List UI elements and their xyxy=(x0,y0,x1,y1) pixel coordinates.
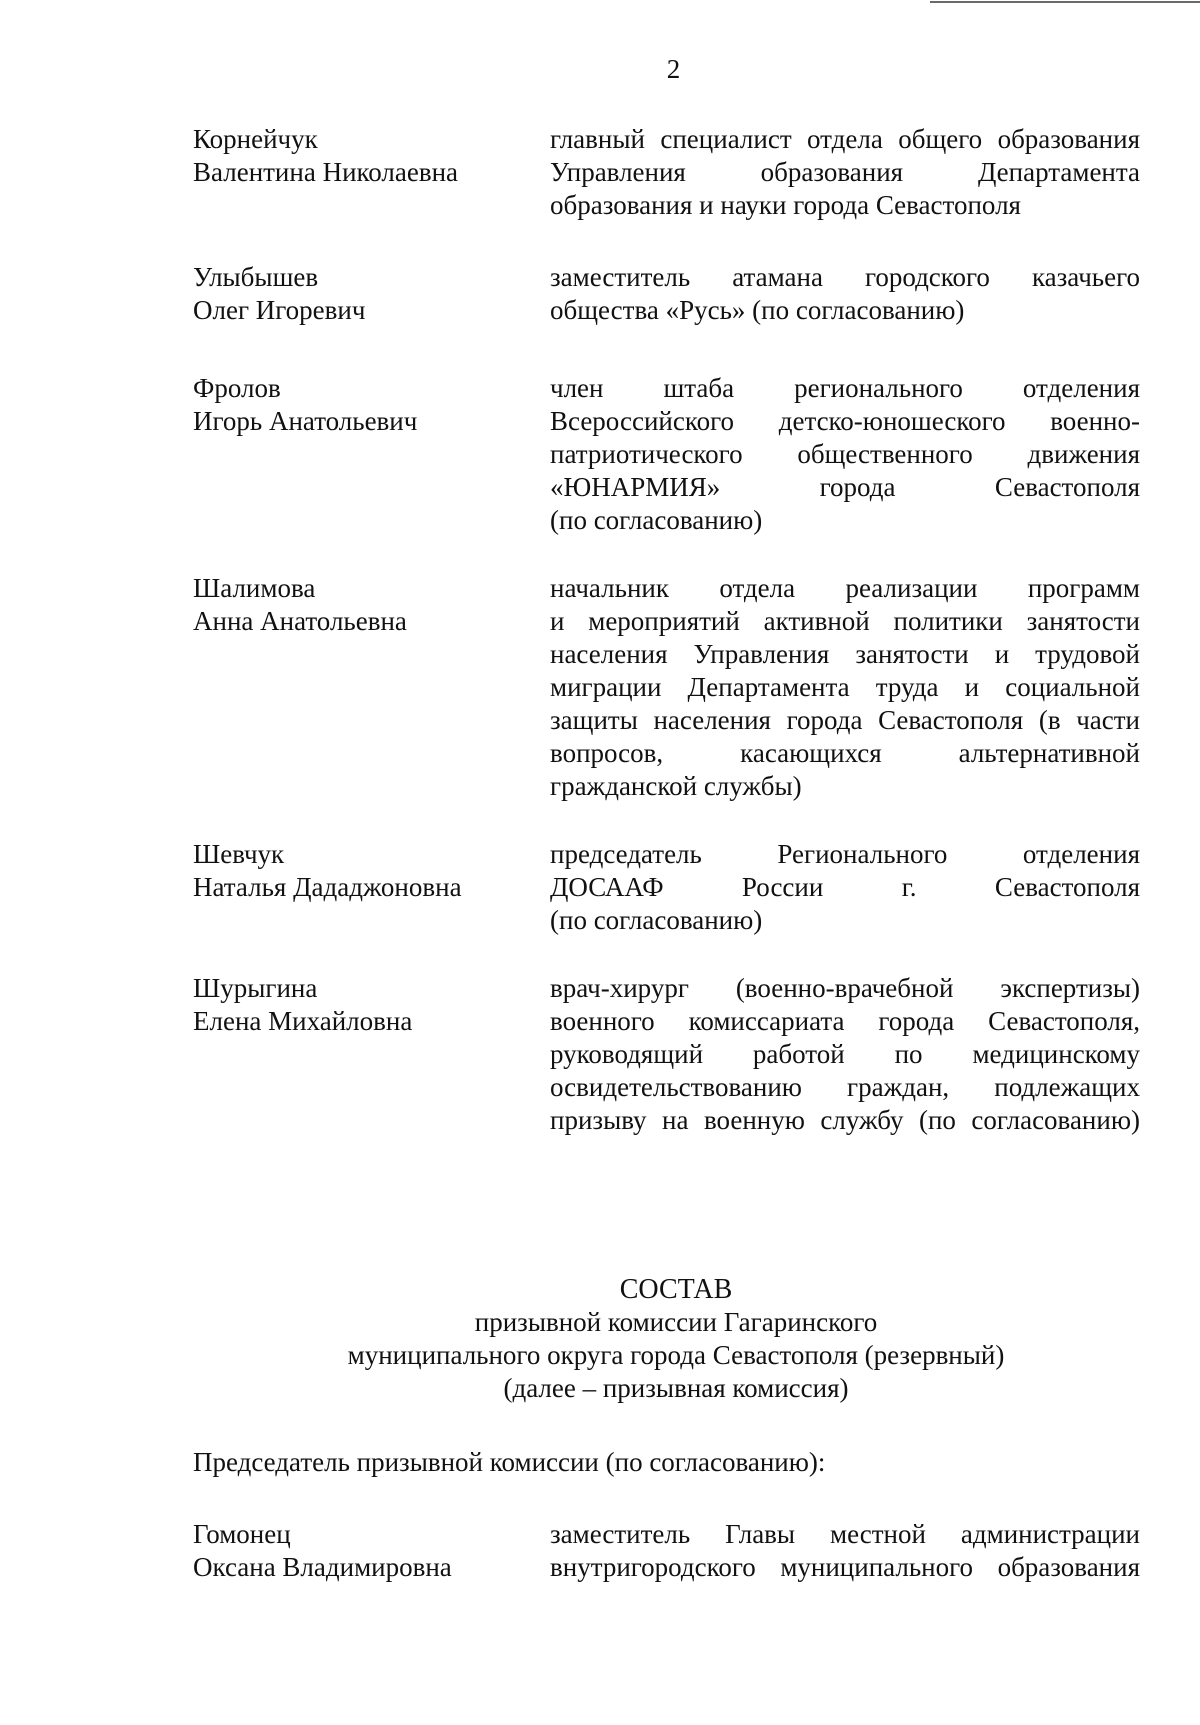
role-line: образования и науки города Севастополя xyxy=(550,190,1021,220)
composition-subtitle-line: призывной комиссии Гагаринского xyxy=(474,1307,878,1337)
role-line: Управления образования Департамента xyxy=(550,157,1140,187)
role-line: главный специалист отдела общего образования xyxy=(550,124,1140,154)
member-given-names: Валентина Николаевна xyxy=(193,157,459,187)
role-line: заместитель атамана городского казачьего xyxy=(550,262,1140,292)
role-line: (по согласованию) xyxy=(550,505,763,535)
role-line: общества «Русь» (по согласованию) xyxy=(550,295,965,325)
member-role xyxy=(550,1518,1140,1584)
member-role xyxy=(550,838,1140,937)
member-role xyxy=(550,261,1140,327)
page-number: 2 xyxy=(666,54,681,84)
member-surname: Фролов xyxy=(193,373,281,403)
member-surname: Шевчук xyxy=(193,839,285,869)
role-line: призыву на военную службу (по согласованию) xyxy=(550,1105,1140,1135)
member-name xyxy=(193,838,523,904)
role-line: начальник отдела реализации программ xyxy=(550,573,1140,603)
role-line: населения Управления занятости и трудовой xyxy=(550,639,1140,669)
role-line: и мероприятий активной политики занятости xyxy=(550,606,1140,636)
member-name xyxy=(193,572,523,638)
member-given-names: Наталья Дададжоновна xyxy=(193,872,462,902)
member-role xyxy=(550,972,1140,1137)
role-line: военного комиссариата города Севастополя, xyxy=(550,1006,1140,1036)
member-surname: Шурыгина xyxy=(193,973,318,1003)
role-line: заместитель Главы местной администрации xyxy=(550,1519,1140,1549)
member-role xyxy=(550,123,1140,222)
role-line: Всероссийского детско-юношеского военно- xyxy=(550,406,1140,436)
member-given-names: Олег Игоревич xyxy=(193,295,366,325)
role-line: председатель Регионального отделения xyxy=(550,839,1140,869)
member-name xyxy=(193,372,523,438)
member-name xyxy=(193,261,523,327)
member-given-names: Анна Анатольевна xyxy=(193,606,407,636)
role-line: член штаба регионального отделения xyxy=(550,373,1140,403)
composition-subtitle-line: муниципального округа города Севастополя (резервный) xyxy=(347,1340,1005,1370)
role-line: освидетельствованию граждан, подлежащих xyxy=(550,1072,1140,1102)
member-name xyxy=(193,123,523,189)
role-line: миграции Департамента труда и социальной xyxy=(550,672,1140,702)
member-name xyxy=(193,1518,523,1584)
member-role xyxy=(550,372,1140,537)
role-line: руководящий работой по медицинскому xyxy=(550,1039,1140,1069)
member-role xyxy=(550,572,1140,803)
chair-section-label: Председатель призывной комиссии (по согласованию): xyxy=(193,1447,826,1477)
member-surname: Корнейчук xyxy=(193,124,318,154)
role-line: внутригородского муниципального образования xyxy=(550,1552,1140,1582)
composition-heading xyxy=(0,1273,1200,1405)
role-line: патриотического общественного движения xyxy=(550,439,1140,469)
role-line: (по согласованию) xyxy=(550,905,763,935)
role-line: «ЮНАРМИЯ» города Севастополя xyxy=(550,472,1140,502)
member-surname: Улыбышев xyxy=(193,262,319,292)
role-line: врач-хирург (военно-врачебной экспертизы) xyxy=(550,973,1140,1003)
top-edge-rule xyxy=(930,1,1200,3)
member-given-names: Оксана Владимировна xyxy=(193,1552,452,1582)
composition-title: СОСТАВ xyxy=(619,1274,733,1305)
role-line: защиты населения города Севастополя (в части xyxy=(550,705,1140,735)
role-line: гражданской службы) xyxy=(550,771,802,801)
member-given-names: Игорь Анатольевич xyxy=(193,406,418,436)
member-surname: Гомонец xyxy=(193,1519,291,1549)
member-name xyxy=(193,972,523,1038)
member-surname: Шалимова xyxy=(193,573,316,603)
role-line: ДОСААФ России г. Севастополя xyxy=(550,872,1140,902)
member-given-names: Елена Михайловна xyxy=(193,1006,413,1036)
composition-subtitle-line: (далее – призывная комиссия) xyxy=(503,1373,849,1403)
role-line: вопросов, касающихся альтернативной xyxy=(550,738,1140,768)
